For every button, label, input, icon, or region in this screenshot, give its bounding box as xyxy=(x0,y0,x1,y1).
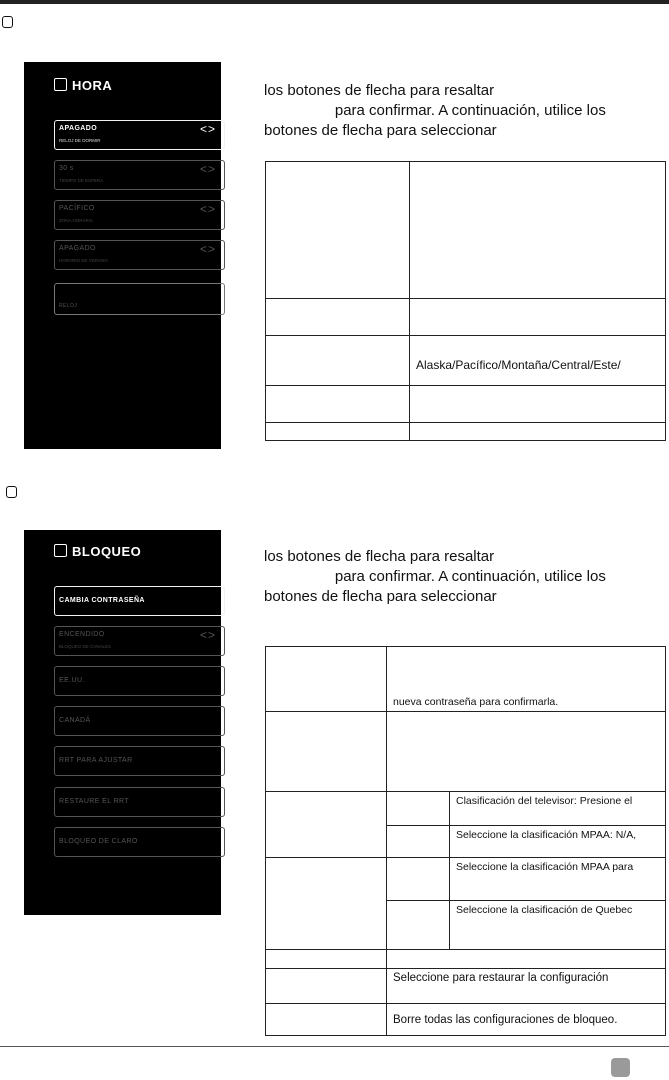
page-number-badge xyxy=(611,1058,630,1077)
menu-item-label: CAMBIA CONTRASEÑA xyxy=(59,597,145,604)
menu-item-sub: RELOJ DE DORMIR xyxy=(59,138,101,143)
tv-screen-bloqueo xyxy=(24,530,221,915)
menu-item-clock[interactable] xyxy=(54,283,225,315)
tv-menu-title xyxy=(54,544,141,559)
settings-table-bloqueo xyxy=(265,646,666,1036)
table-cell xyxy=(387,712,666,792)
table-cell xyxy=(266,299,410,336)
menu-item-sub: HORARIO DE VERANO xyxy=(59,258,108,263)
table-cell: Seleccione la clasificación MPAA: N/A, xyxy=(450,826,666,858)
left-right-arrows-icon: <> xyxy=(199,202,216,216)
instruction-paragraph: los botones de flecha para resaltar para confirmar. A continuación, utilice los botones de flecha para seleccionar xyxy=(264,82,606,139)
menu-item-rrt-restore[interactable] xyxy=(54,787,225,817)
menu-item-timeout[interactable] xyxy=(54,160,225,190)
menu-item-label: PACÍFICO xyxy=(59,205,95,212)
menu-item-label: RELOJ xyxy=(59,303,78,309)
menu-item-change-password[interactable] xyxy=(54,586,225,616)
top-rule xyxy=(0,0,669,4)
menu-item-sub: TIEMPO DE ESPERA xyxy=(59,178,104,183)
table-cell xyxy=(266,1004,387,1036)
table-cell xyxy=(387,826,450,858)
menu-item-label: RESTAURE EL RRT xyxy=(59,798,130,805)
table-cell xyxy=(266,712,387,792)
menu-item-rrt-adjust[interactable] xyxy=(54,746,225,776)
menu-item-label: 30 s xyxy=(59,165,74,172)
table-cell xyxy=(266,969,387,1004)
menu-item-sleep[interactable] xyxy=(54,120,225,150)
section-icon xyxy=(2,16,13,28)
table-cell: Seleccione la clasificación de Quebec xyxy=(450,901,666,950)
table-cell: Seleccione para restaurar la configuración xyxy=(387,969,666,1004)
table-cell xyxy=(410,162,666,299)
footer-rule xyxy=(0,1046,669,1047)
tv-screen-hora xyxy=(24,62,221,449)
table-cell xyxy=(266,162,410,299)
table-cell xyxy=(410,423,666,441)
menu-item-sub: ZONA HORARIA xyxy=(59,218,94,223)
menu-item-label: BLOQUEO DE CLARO xyxy=(59,838,138,845)
instruction-paragraph: los botones de flecha para resaltar para confirmar. A continuación, utilice los botones de flecha para seleccionar xyxy=(264,548,606,605)
menu-item-label: RRT PARA AJUSTAR xyxy=(59,757,133,764)
table-cell xyxy=(266,336,410,386)
table-cell: Borre todas las configuraciones de bloqueo. xyxy=(387,1004,666,1036)
left-right-arrows-icon: <> xyxy=(199,162,216,176)
table-cell xyxy=(266,386,410,423)
menu-item-label: CANADÁ xyxy=(59,717,91,724)
table-cell xyxy=(387,792,450,826)
table-cell: Clasificación del televisor: Presione el xyxy=(450,792,666,826)
menu-item-label: ENCENDIDO xyxy=(59,631,105,638)
table-cell xyxy=(266,647,387,712)
menu-item-sub: BLOQUEO DE CANALES xyxy=(59,644,112,649)
menu-item-timezone[interactable] xyxy=(54,200,225,230)
menu-item-dst[interactable] xyxy=(54,240,225,270)
tv-menu-title xyxy=(54,78,112,93)
section-icon xyxy=(6,486,17,498)
checkbox-icon xyxy=(54,544,67,557)
table-cell: Seleccione la clasificación MPAA para xyxy=(450,858,666,901)
tv-menu-title-text: BLOQUEO xyxy=(72,544,142,559)
table-cell xyxy=(410,386,666,423)
menu-item-label: APAGADO xyxy=(59,125,98,132)
menu-item-canada[interactable] xyxy=(54,706,225,736)
left-right-arrows-icon: <> xyxy=(199,242,216,256)
menu-item-channel-lock[interactable] xyxy=(54,626,225,656)
left-right-arrows-icon: <> xyxy=(199,628,216,642)
table-cell xyxy=(387,950,666,969)
left-right-arrows-icon: <> xyxy=(199,122,216,136)
settings-table-hora xyxy=(265,161,666,441)
table-cell xyxy=(266,792,387,858)
table-cell xyxy=(266,950,387,969)
table-cell xyxy=(387,901,450,950)
menu-item-label: EE.UU. xyxy=(59,677,85,684)
menu-item-label: APAGADO xyxy=(59,245,96,252)
table-cell-timezones: Alaska/Pacífico/Montaña/Central/Este/ xyxy=(410,336,666,386)
table-cell xyxy=(387,858,450,901)
tv-menu-title-text: HORA xyxy=(72,78,113,93)
table-cell xyxy=(410,299,666,336)
checkbox-icon xyxy=(54,78,67,91)
menu-item-clear-lock[interactable] xyxy=(54,827,225,857)
table-cell xyxy=(266,858,387,950)
menu-item-usa[interactable] xyxy=(54,666,225,696)
table-cell: nueva contraseña para confirmarla. xyxy=(387,647,666,712)
table-cell xyxy=(266,423,410,441)
